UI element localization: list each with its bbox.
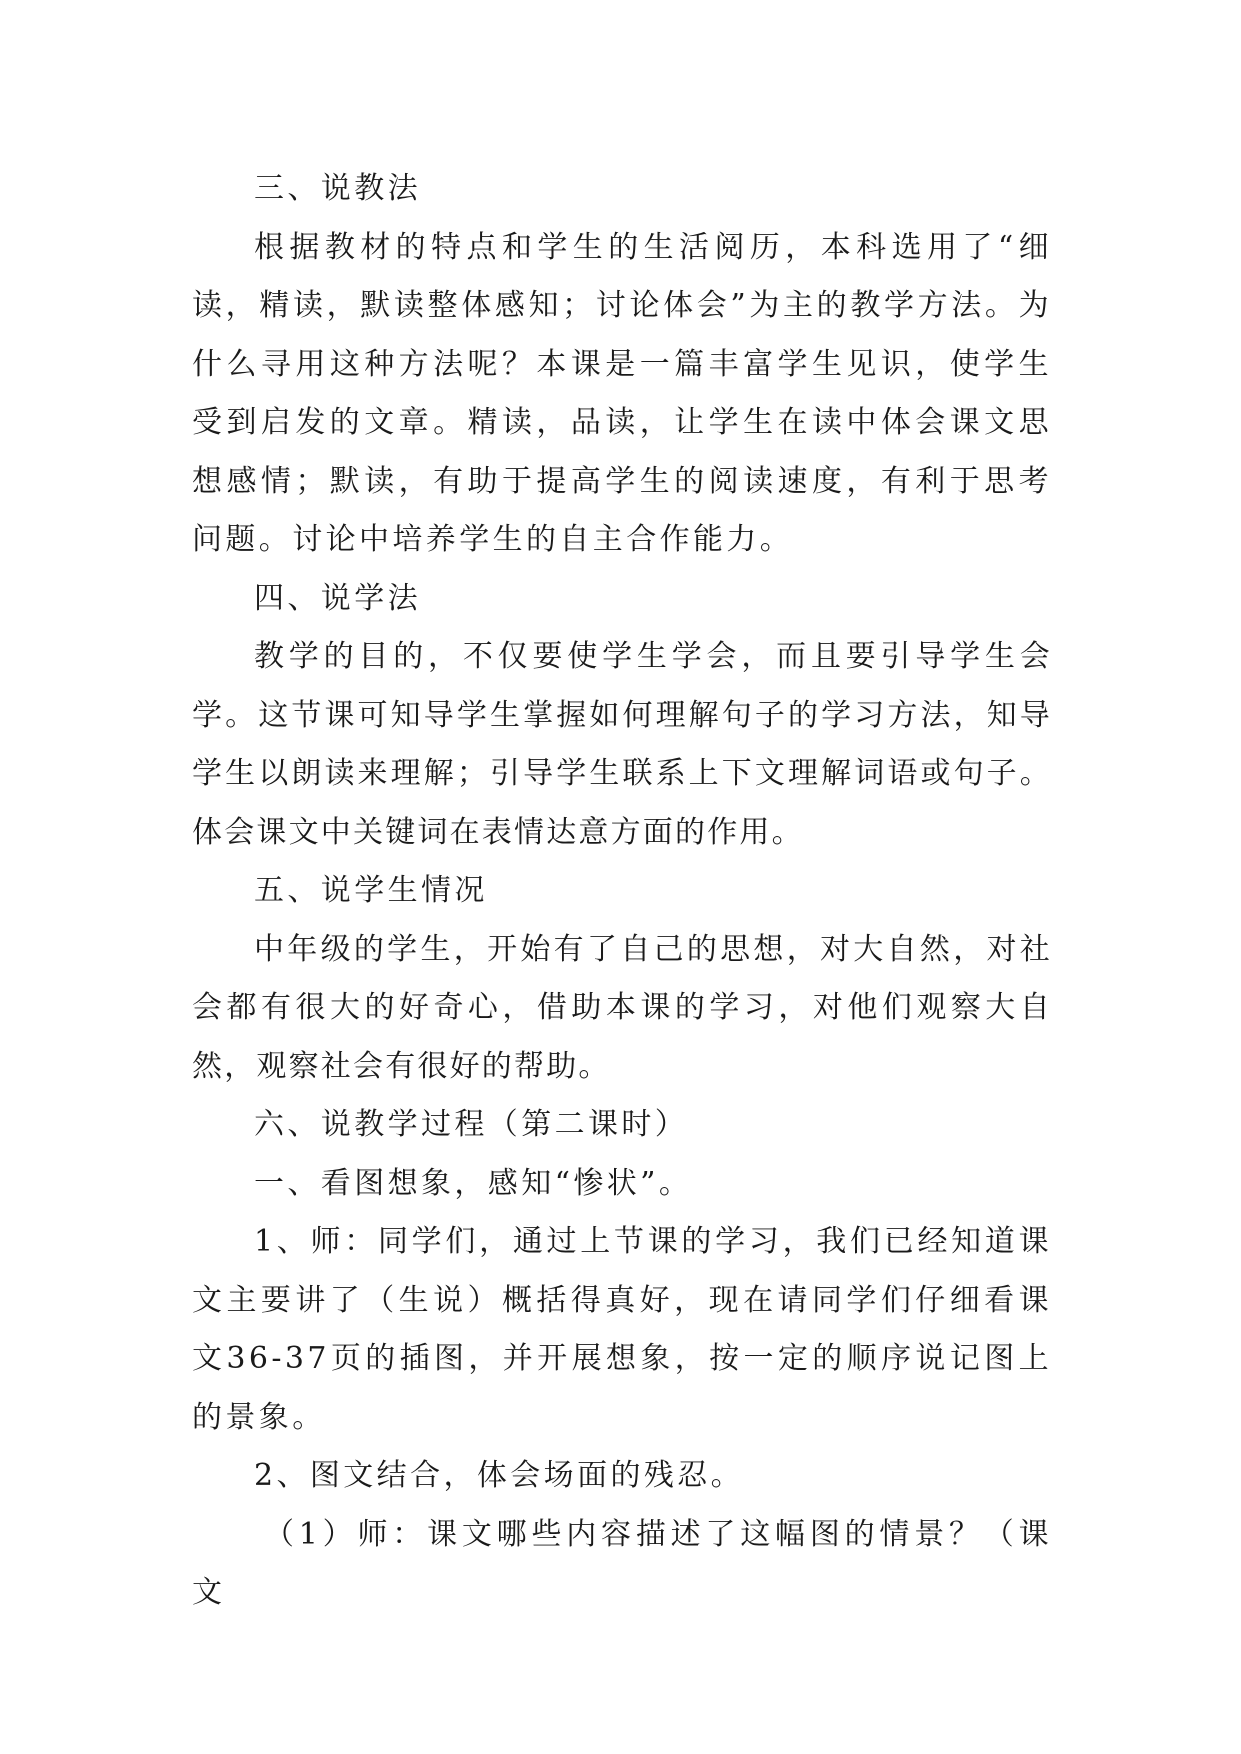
paragraph-step-2-item-1: （1）师：课文哪些内容描述了这幅图的情景？（课文 — [192, 1516, 1052, 1610]
section-heading-student-situation: 五、说学生情况 — [254, 873, 488, 908]
section-heading-teaching-process: 六、说教学过程（第二课时） — [254, 1107, 689, 1142]
paragraph-student-situation: 中年级的学生，开始有了自己的思想，对大自然，对社会都有很大的好奇心，借助本课的学习，对他们观察大自然，观察社会有很好的帮助。 — [192, 931, 1052, 1084]
subsection-heading-picture-imagination: 一、看图想象，感知“惨状”。 — [254, 1165, 693, 1201]
paragraph-step-1: 1、师：同学们，通过上节课的学习，我们已经知道课文主要讲了（生说）概括得真好，现在请同学们仔细看课文36-37页的插图，并开展想象，按一定的顺序说记图上的景象。 — [192, 1224, 1052, 1435]
document-body — [192, 160, 1052, 1623]
paragraph-learning-method: 教学的目的，不仅要使学生学会，而且要引导学生会学。这节课可知导学生掌握如何理解句子的学习方法，知导学生以朗读来理解；引导学生联系上下文理解词语或句子。体会课文中关键词在表情达意方面的作用。 — [192, 639, 1052, 850]
section-heading-teaching-method: 三、说教法 — [254, 171, 421, 206]
section-heading-learning-method: 四、说学法 — [254, 580, 421, 616]
paragraph-teaching-method: 根据教材的特点和学生的生活阅历，本科选用了“细读，精读，默读整体感知；讨论体会”为主的教学方法。为什么寻用这种方法呢？本课是一篇丰富学生见识，使学生受到启发的文章。精读，品读，让学生在读中体会课文思想感情；默读，有助于提高学生的阅读速度，有利于思考问题。讨论中培养学生的自主合作能力。 — [192, 229, 1052, 557]
paragraph-step-2: 2、图文结合，体会场面的残忍。 — [254, 1458, 745, 1493]
